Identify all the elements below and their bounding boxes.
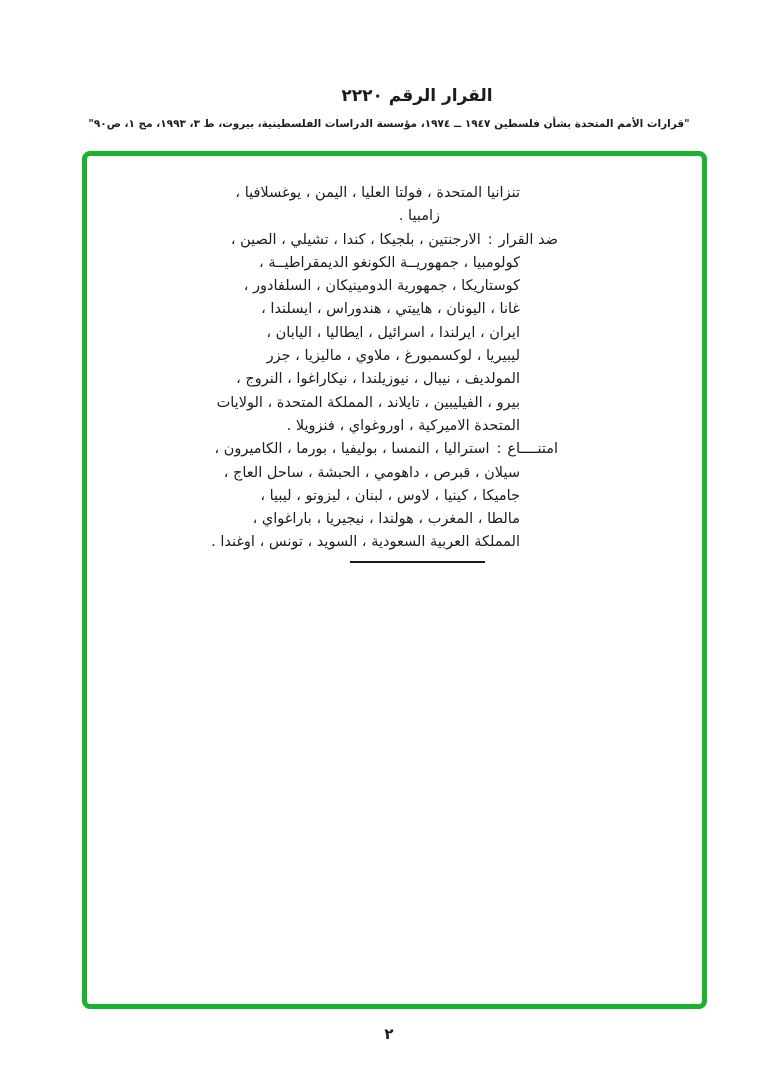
page-title: القرار الرقم ٢٢٢٠ bbox=[341, 86, 493, 106]
vote-line: المولديف ، نيبال ، نيوزيلندا ، نيكاراغوا ، النروج ، bbox=[236, 371, 520, 388]
vote-line-text: استراليا ، النمسا ، بوليفيا ، بورما ، الكاميرون ، bbox=[214, 441, 490, 458]
abstain-label: امتنــــاع bbox=[507, 441, 558, 458]
against-label: ضد القرار bbox=[498, 231, 558, 248]
vote-line: غانا ، اليونان ، هاييتي ، هندوراس ، ايسلندا ، bbox=[261, 301, 520, 318]
vote-line-continuation: تنزانيا المتحدة ، فولتا العليا ، اليمن ، يوغسلافيا ، bbox=[235, 185, 520, 201]
vote-line: ليبيريا ، لوكسمبورغ ، ملاوي ، ماليزيا ، جزر bbox=[266, 348, 520, 365]
vote-line: مالطا ، المغرب ، هولندا ، نيجيريا ، باراغواي ، bbox=[252, 511, 520, 528]
vote-line: بيرو ، الفيليبين ، تايلاند ، المملكة المتحدة ، الولايات bbox=[216, 394, 520, 411]
citation-line: "قرارات الأمم المتحدة بشأن فلسطين ١٩٤٧ ــ ١٩٧٤، مؤسسة الدراسات الفلسطينية، بيروت، ط ٣، ١٩٩٣، مج ١، ص٩٠" bbox=[88, 118, 690, 130]
vote-line: المملكة العربية السعودية ، السويد ، تونس ، اوغندا . bbox=[211, 534, 520, 551]
vote-line: سيلان ، قبرص ، داهومي ، الحبشة ، ساحل العاج ، bbox=[223, 464, 520, 481]
vote-line-against-first bbox=[210, 229, 558, 252]
vote-line-text: الارجنتين ، بلجيكا ، كندا ، تشيلي ، الصين ، bbox=[230, 231, 481, 248]
abstain-colon: : bbox=[496, 441, 502, 458]
resolution-vote-text bbox=[210, 182, 558, 563]
vote-line: المتحدة الاميركية ، اوروغواي ، فنزويلا . bbox=[286, 417, 520, 434]
vote-line: كوستاريكا ، جمهورية الدومينيكان ، السلفادور ، bbox=[243, 278, 520, 295]
vote-line-abstain-first bbox=[210, 438, 558, 461]
vote-line: ايران ، ايرلندا ، اسرائيل ، ايطاليا ، اليابان ، bbox=[266, 324, 520, 341]
page-number: ٢ bbox=[384, 1025, 394, 1043]
against-colon: : bbox=[487, 231, 493, 248]
vote-line-continuation: زامبيا . bbox=[398, 208, 440, 225]
vote-line: جاميكا ، كينيا ، لاوس ، لبنان ، ليزوتو ، ليبيا ، bbox=[260, 487, 520, 504]
vote-line: كولومبيا ، جمهوريــة الكونغو الديمقراطيــة ، bbox=[259, 254, 520, 271]
separator-rule bbox=[350, 561, 485, 563]
